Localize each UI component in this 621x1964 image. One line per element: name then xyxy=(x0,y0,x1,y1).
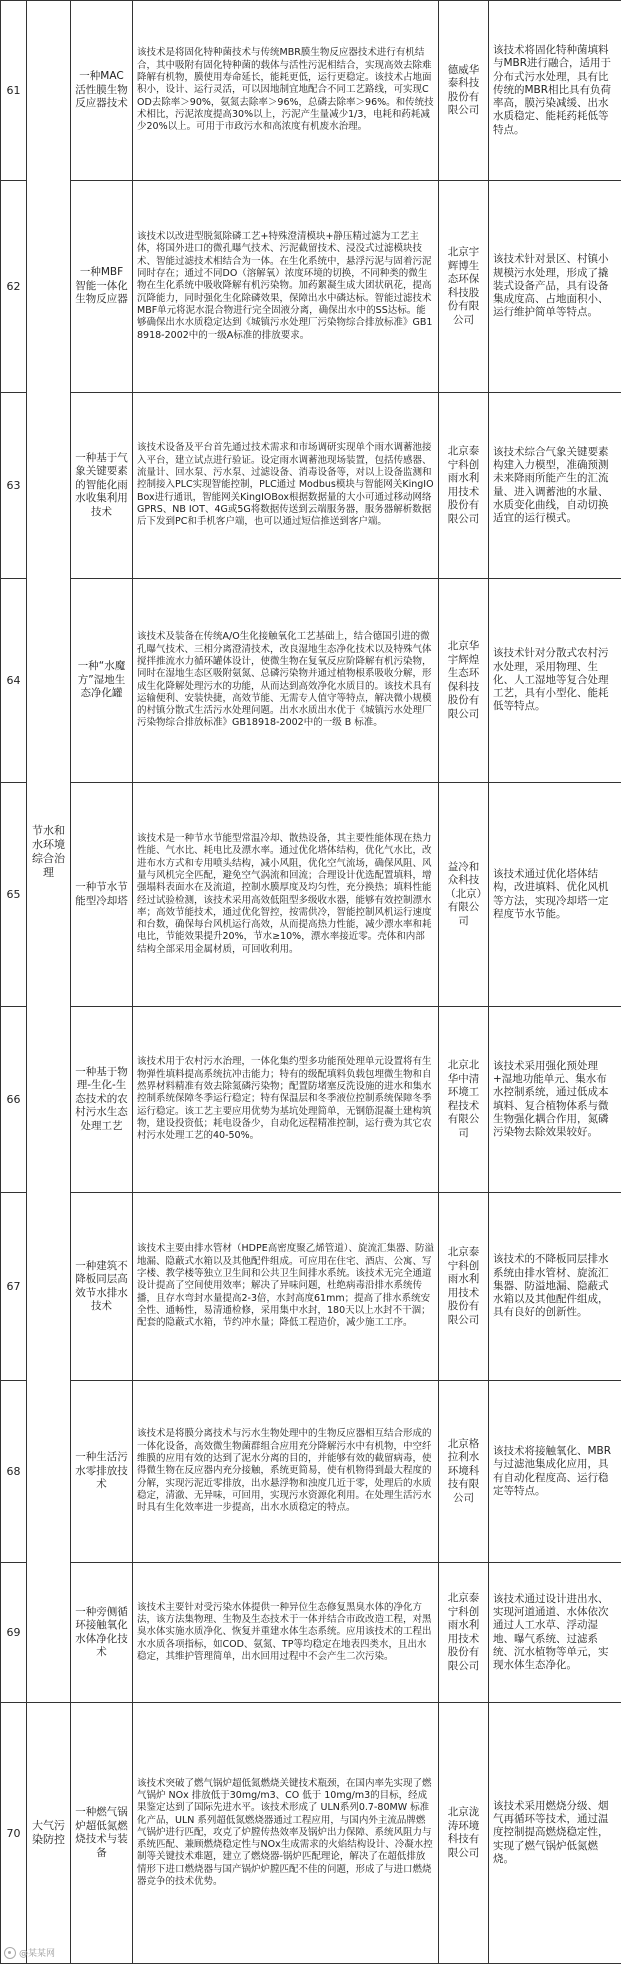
row-number: 69 xyxy=(1,1563,27,1703)
technology-name: 一种基于气象关键要素的智能化雨水收集利用技术 xyxy=(71,393,133,579)
technology-description: 该技术及装备在传统A/O生化接触氧化工艺基础上，结合德国引进的微孔曝气技术、三相分离澄清技术，改良湿地生态净化技术以及特殊气体搅拌推流水力循环罐体设计，使微生物在复氧反应阶降解有机污染物，同时在湿地生态区吸附氨氮、总磷污染物并通过植物根系吸收分解，形成生化降解处理污水的功能，从而达到高效净化水质目的。该技术具有运输便利、安装快捷，高效节能、无需专人值守等特点，解决微小规模的村镇分散式生活污水处理问题。出水水质出水优于《城镇污水处理厂污染物综合排放标准》GB18918-2002中的一级 B 标准。 xyxy=(133,579,439,783)
technology-advantage: 该技术通过设计进出水、实现河道通道、水体依次通过人工水草、浮动湿地、曝气系统、过滤系统、沉水植物等单元，实现水体生态净化。 xyxy=(489,1563,621,1703)
company-name: 北京泰宁科创雨水利用技术股份有限公司 xyxy=(439,393,489,579)
company-name: 北京泷涛环境科技有限公司 xyxy=(439,1703,489,1964)
technology-advantage: 该技术采用强化预处理+湿地功能单元、集水布水控制系统，通过低成本填料、复合植物体系与微生物强化耦合作用，氮磷污染物去除效果较好。 xyxy=(489,1007,621,1193)
technology-description: 该技术设备及平台首先通过技术需求和市场调研实现单个雨水调蓄池接入平台，建立试点进行验证。设定雨水调蓄池现场装置，包括传感器、流量计、回水泵、污水泵、过滤设备、消毒设备等，对以上设备监测和控制接入PLC实现智能控制，PLC通过 Modbus模块与智能网关KingIOBox进行通讯，智能网关KingIOBox根据数据量的大小可通过移动网络GPRS、NB IOT、4G或5G将数据传送到云端服务器，服务器解析数据后下发到PC和手机客户端，也可以通过短信推送到客户端。 xyxy=(133,393,439,579)
technology-advantage: 该技术将接触氧化、MBR与过滤池集成化应用，具有自动化程度高、运行稳定等特点。 xyxy=(489,1381,621,1563)
table-row xyxy=(1,1007,621,1193)
technology-name: 一种“水魔方”湿地生态净化罐 xyxy=(71,579,133,783)
technology-advantage: 该技术针对景区、村镇小规模污水处理，形成了撬装式设备产品，具有设备集成度高、占地面积小、运行维护简单等特点。 xyxy=(489,181,621,393)
row-number: 67 xyxy=(1,1193,27,1381)
weibo-logo-icon xyxy=(4,1947,16,1959)
technology-advantage: 该技术综合气象关键要素构建入力模型，准确预测未来降雨所能产生的汇流量、进入调蓄池的水量、水质变化曲线，自动切换适宜的运行模式。 xyxy=(489,393,621,579)
table-row xyxy=(1,579,621,783)
company-name: 北京宇辉博生态环保科技股份有限公司 xyxy=(439,181,489,393)
company-name: 德威华泰科技股份有限公司 xyxy=(439,1,489,181)
technology-description: 该技术以改进型脱氮除磷工艺+特殊澄清模块+静压精过滤为工艺主体，将国外进口的微孔曝气技术、污泥截留技术、浸没式过滤模块技术、智能过滤技术相结合为一体。在生化系统中，悬浮污泥与固着污泥同时存在；通过不同DO（溶解氧）浓度环境的切换，不同种类的微生物在生化系统中吸收降解有机污染物。加药絮凝生成大团状矾花，提高沉降能力，同时强化生化除磷效果，保障出水中磷达标。智能过滤技术MBF单元将泥水混合物进行完全固液分离，确保出水中的SS达标。能够确保出水水质稳定达到《城镇污水处理厂污染物综合排放标准》GB18918-2002中的一级A标准的排放要求。 xyxy=(133,181,439,393)
table-row xyxy=(1,1193,621,1381)
technology-advantage: 该技术的不降板同层排水系统由排水管材、旋流汇集器、防溢地漏、隐蔽式水箱以及其他配件组成，具有良好的创新性。 xyxy=(489,1193,621,1381)
technology-description: 该技术是将固化特种菌技术与传统MBR膜生物反应器技术进行有机结合，其中吸附有固化特种菌的载体与活性污泥相结合，实现高效去除难降解有机物，膜使用寿命延长，能耗更低，运行更稳定。该技术占地面积小，设计、运行灵活，可以因地制宜地配合不同工艺路线，可实现COD去除率＞90%，氨氮去除率＞96%，总磷去除率＞96%。和传统技术相比，污泥浓度提高30%以上，污泥产生量减少1/3，电耗和药耗减少20%以上。可用于市政污水和高浓度有机废水治理。 xyxy=(133,1,439,181)
technology-description: 该技术是将膜分离技术与污水生物处理中的生物反应器相互结合形成的一体化设备，高效微生物菌群组合应用充分降解污水中有机物，中空纤维膜的应用有效的达到了泥水分离的目的，并能够有效的截留病毒，使得微生物在反应器内充分接触，系统更简易，使有机物得到最大程度的分解，实现污泥近零排放，出水悬浮物和浊度几近于零，处理后的水质稳定，清澈、无异味，可回用，实现污水资源化利用。在处理生活污水时具有生化效率进一步提高，出水水质稳定的特点。 xyxy=(133,1381,439,1563)
technology-description: 该技术是一种节水节能型常温冷却、散热设备，其主要性能体现在热力性能、气水比、耗电比及漂水率。通过优化塔体结构，优化气水比，改进布水方式和专用喷头结构，减小风阻，优化空气流场，确保风阻、风量与风机完全匹配，避免空气涡流和回流；合理设计优选配置填料，增强塌料表面水在及流道，控制水膜厚度及均匀性，充分换热；填料性能经过试验检测，该技术采用高效低阻型多级收水器，能够有效控制漂水率；高效节能技术，通过优化智控，按需供冷，智能控制风机运行速度和台数，确保每台风机运行高效，从而提高热力性能，减少漂水率和耗电比，节能效果提升20%，节水≥10%，漂水率接近零。壳体和内部结构全部采用金属材质，可回收利用。 xyxy=(133,783,439,1007)
table-row xyxy=(1,181,621,393)
row-number: 66 xyxy=(1,1007,27,1193)
table-row xyxy=(1,1563,621,1703)
category-cell-air: 大气污染防控 xyxy=(27,1703,71,1964)
table-row xyxy=(1,1,621,181)
category-cell-water: 节水和水环境综合治理 xyxy=(27,1,71,1703)
technology-name: 一种MAC活性膜生物反应器技术 xyxy=(71,1,133,181)
technology-description: 该技术用于农村污水治理，一体化集约型多功能预处理单元设置将有生物弹性填料提高系统抗冲击能力；特有的级配填料负载包埋微生物和自然界材料精准有效去除氮磷污染物；配置防堵塞反洗设施的进水和集水控制系统保障冬季运行稳定；特有保温层和冬季液位控制系统保障冬季运行稳定。该工艺主要应用优势为基坑处理简单，无钢筋混凝土建构筑物，建设投资低；耗电设备少，自动化远程精准控制，运行费为其它农村污水处理工艺的40-50%。 xyxy=(133,1007,439,1193)
technology-name: 一种旁侧循环接触氧化水体净化技术 xyxy=(71,1563,133,1703)
technology-description: 该技术主要由排水管材（HDPE高密度聚乙烯管道）、旋流汇集器、防溢地漏、隐蔽式水箱以及其他配件组成。可应用在住宅、酒店、公寓、写字楼、教学楼等独立卫生间和公共卫生间排水系统。该技术无完全通道设计提高了空间使用效率；解决了异味问题，杜绝病毒沿排水系统传播，且存水弯封水量提高2-3倍，水封高度61mm；提高了排水系统安全性、通畅性，易清通检修，采用集中水封，180天以上水封不干涸；配套的隐蔽式水箱，节约冲水量；降低工程造价，减少施工工序。 xyxy=(133,1193,439,1381)
watermark xyxy=(4,1946,55,1959)
technology-name: 一种生活污水零排放技术 xyxy=(71,1381,133,1563)
technology-description: 该技术主要针对受污染水体提供一种异位生态修复黑臭水体的净化方法，该方法集物理、生物及生态技术于一体并结合市政改造工程，对黑臭水体实施水质净化、恢复并重建水体生态系统。应用该技术的工程出水水质各项指标，如COD、氨氮、TP等均稳定在地表四类水，且出水稳定，其维护管理简单，出水回用过程中不会产生二次污染。 xyxy=(133,1563,439,1703)
company-name: 益冷和众科技（北京）有限公司 xyxy=(439,783,489,1007)
technology-name: 一种节水节能型冷却塔 xyxy=(71,783,133,1007)
table-row xyxy=(1,1381,621,1563)
row-number: 63 xyxy=(1,393,27,579)
technology-name: 一种基于物理-生化-生态技术的农村污水生态处理工艺 xyxy=(71,1007,133,1193)
technology-advantage: 该技术采用燃烧分级、烟气再循环等技术，通过温度控制提高燃烧稳定性，实现了燃气锅炉低氮燃烧。 xyxy=(489,1703,621,1964)
row-number: 70 xyxy=(1,1703,27,1964)
row-number: 61 xyxy=(1,1,27,181)
table-row xyxy=(1,393,621,579)
technology-advantage: 该技术针对分散式农村污水处理，采用物理、生化、人工湿地等复合处理工艺，具有小型化、能耗低等特点。 xyxy=(489,579,621,783)
row-number: 62 xyxy=(1,181,27,393)
technology-advantage: 该技术将固化特种菌填料与MBR进行融合，适用于分布式污水处理，具有比传统的MBR相比具有负荷率高，膜污染减缓、出水水质稳定、能耗药耗低等特点。 xyxy=(489,1,621,181)
company-name: 北京华宇辉煌生态环保科技股份有限公司 xyxy=(439,579,489,783)
row-number: 64 xyxy=(1,579,27,783)
technology-advantage: 该技术通过优化塔体结构，改进填料、优化风机等方法，实现冷却塔一定程度节水节能。 xyxy=(489,783,621,1007)
table-row xyxy=(1,1703,621,1964)
technology-name: 一种MBF智能一体化生物反应器 xyxy=(71,181,133,393)
watermark-text: @某某网 xyxy=(19,1946,55,1959)
technology-name: 一种燃气锅炉超低氮燃烧技术与装备 xyxy=(71,1703,133,1964)
technology-name: 一种建筑不降板同层高效节水排水技术 xyxy=(71,1193,133,1381)
row-number: 68 xyxy=(1,1381,27,1563)
table-row xyxy=(1,783,621,1007)
company-name: 北京北华中清环境工程技术有限公司 xyxy=(439,1007,489,1193)
company-name: 北京泰宁科创雨水利用技术股份有限公司 xyxy=(439,1193,489,1381)
company-name: 北京格拉利水环境科技有限公司 xyxy=(439,1381,489,1563)
row-number: 65 xyxy=(1,783,27,1007)
company-name: 北京泰宁科创雨水利用技术股份有限公司 xyxy=(439,1563,489,1703)
technology-description: 该技术突破了燃气锅炉超低氮燃烧关键技术瓶颈，在国内率先实现了燃气锅炉 NOx 排放低于30mg/m3、CO 低于 10mg/m3的目标，经成果鉴定达到了国际先进水平。该技术形成了 ULN系列0.7-80MW 标准化产品，ULN 系列超低氮燃烧器通过工程应用，与国内外主流品牌燃气锅炉进行匹配，攻克了炉膛传热效率及锅炉出力保障、系统风阻力与系统匹配、兼顾燃烧稳定性与NOx生成需求的火焰结构设计、冷凝水控制等关键技术难题，建立了燃烧器-锅炉匹配理论，解决了在超低排放情形下进口燃烧器与国产锅炉炉膛匹配不佳的问题，形成了与进口燃烧器竞争的技术优势。 xyxy=(133,1703,439,1964)
